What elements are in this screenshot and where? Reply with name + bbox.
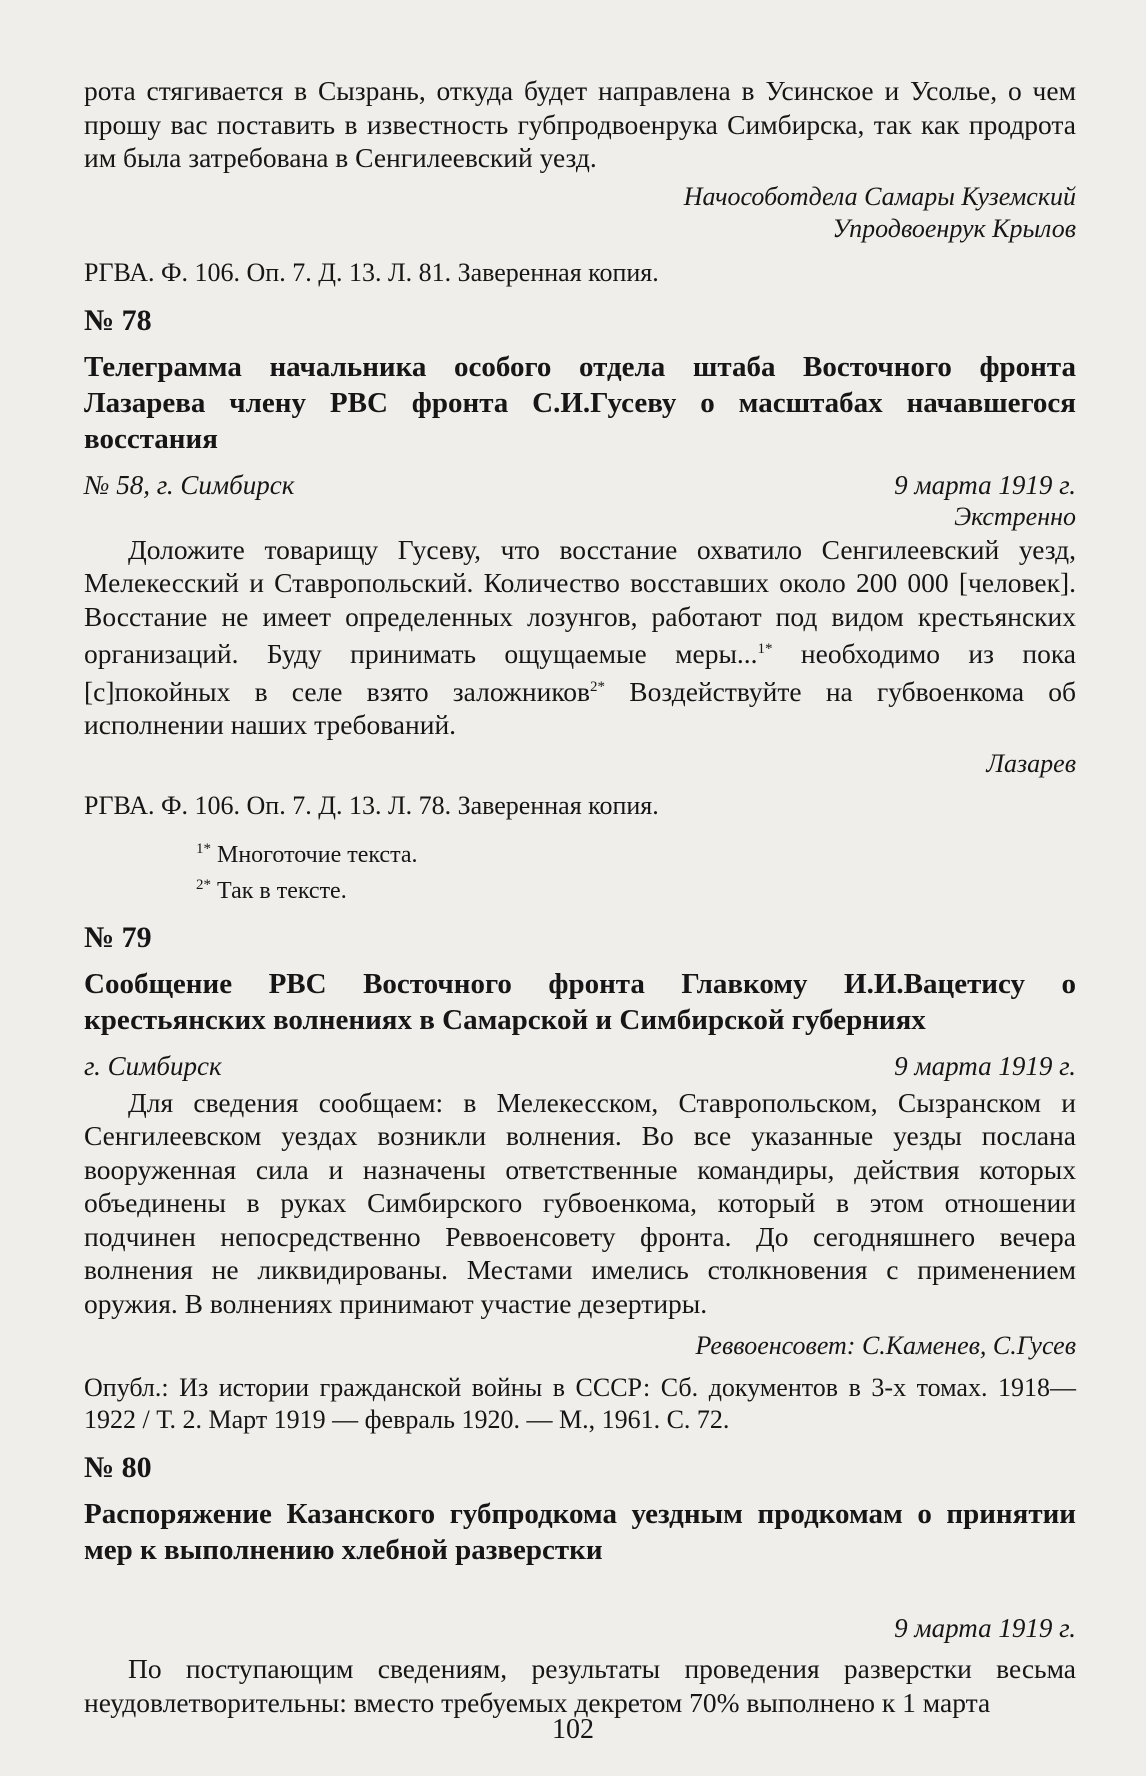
footnote-marker-2: 2* <box>590 678 606 695</box>
doc80-date: 9 марта 1919 г. <box>894 1613 1076 1644</box>
doc79-publication-ref: Опубл.: Из истории гражданской войны в СССР: Сб. документов в 3-х томах. 1918—1922 / Т. 2. Март 1919 — февраль 1920. — М., 1961. С. 72. <box>84 1373 1076 1435</box>
doc78-dateline <box>84 469 1076 501</box>
footnote-2: $^{2*}$ Так в тексте. <box>196 876 347 904</box>
doc80-dateline <box>84 1612 1076 1644</box>
doc77-signature-2: Упродвоенрук Крылов <box>832 213 1076 243</box>
doc80-text: По поступающим сведениям, результаты проведения разверстки весьма неудовлетворительны: вместо требуемых декретом 70% выполнено к 1 марта <box>84 1653 1076 1718</box>
doc78-place: № 58, г. Симбирск <box>84 469 295 500</box>
doc78-date: 9 марта 1919 г. <box>894 469 1076 500</box>
doc78-text <box>84 533 1076 742</box>
doc79-dateline <box>84 1050 1076 1082</box>
doc78-text-part-2: необходимо из пока [с]покойных в селе взято заложников <box>84 638 1076 707</box>
page-number: 102 <box>552 1714 594 1745</box>
doc78-text-part-1: Доложите товарищу Гусеву, что восстание охватило Сенгилеевский уезд, Мелекесский и Ставропольский. Количество восставших около 200 000 [человек]. Восстание не имеет определенных лозунгов, работают под видом крестьянских организаций. Буду принимать ощущаемые меры... <box>84 533 1076 670</box>
doc80-number: № 80 <box>84 1451 152 1485</box>
doc79-title: Сообщение РВС Восточного фронта Главкому И.И.Вацетису о крестьянских волнениях в Самарской и Симбирской губерниях <box>84 967 1076 1036</box>
doc78-footnotes <box>84 834 1076 906</box>
doc79-number: № 79 <box>84 920 152 954</box>
doc79-place: г. Симбирск <box>84 1050 222 1081</box>
doc78-urgency: Экстренно <box>954 501 1076 531</box>
page-content <box>84 74 1076 1719</box>
doc78-archive-ref: РГВА. Ф. 106. Оп. 7. Д. 13. Л. 78. Заверенная копия. <box>84 790 659 820</box>
doc78-number: № 78 <box>84 303 152 337</box>
doc80-title: Распоряжение Казанского губпродкома уездным продкомам о принятии мер к выполнению хлебной разверстки <box>84 1498 1076 1567</box>
footnote-marker-1: 1* <box>757 641 773 657</box>
footnote-1: $^{1*}$ Многоточие текста. <box>196 840 418 868</box>
doc78-signature: Лазарев <box>986 748 1076 778</box>
doc79-text: Для сведения сообщаем: в Мелекесском, Ставропольском, Сызранском и Сенгилеевском уездах возникли волнения. Во все указанные уезды послана вооруженная сила и назначены ответственные командиры, действия которых объединены в руках Симбирского губвоенкома, который в этом отношении подчинен непосредственно Реввоенсовету фронта. До сегодняшнего вечера волнения не ликвидированы. Местами имелись столкновения с применением оружия. В волнениях принимают участие дезертиры. <box>84 1086 1076 1319</box>
doc78-title: Телеграмма начальника особого отдела штаба Восточного фронта Лазарева члену РВС фронта С.И.Гусеву о масштабах начавшегося восстания <box>84 350 1076 455</box>
doc78-text-part-3: Воздействуйте на губвоенкома об исполнении наших требований. <box>84 675 1076 741</box>
doc77-signature-1: Начособотдела Самары Куземский <box>683 181 1076 211</box>
doc79-date: 9 марта 1919 г. <box>894 1050 1076 1081</box>
doc77-archive-ref: РГВА. Ф. 106. Оп. 7. Д. 13. Л. 81. Заверенная копия. <box>84 257 659 287</box>
doc77-text: рота стягивается в Сызрань, откуда будет направлена в Усинское и Усолье, о чем прошу вас поставить в известность губпродвоенрука Симбирска, так как продрота им была затребована в Сенгилеевский уезд. <box>84 75 1076 173</box>
doc79-signature: Реввоенсовет: С.Каменев, С.Гусев <box>695 1331 1076 1361</box>
